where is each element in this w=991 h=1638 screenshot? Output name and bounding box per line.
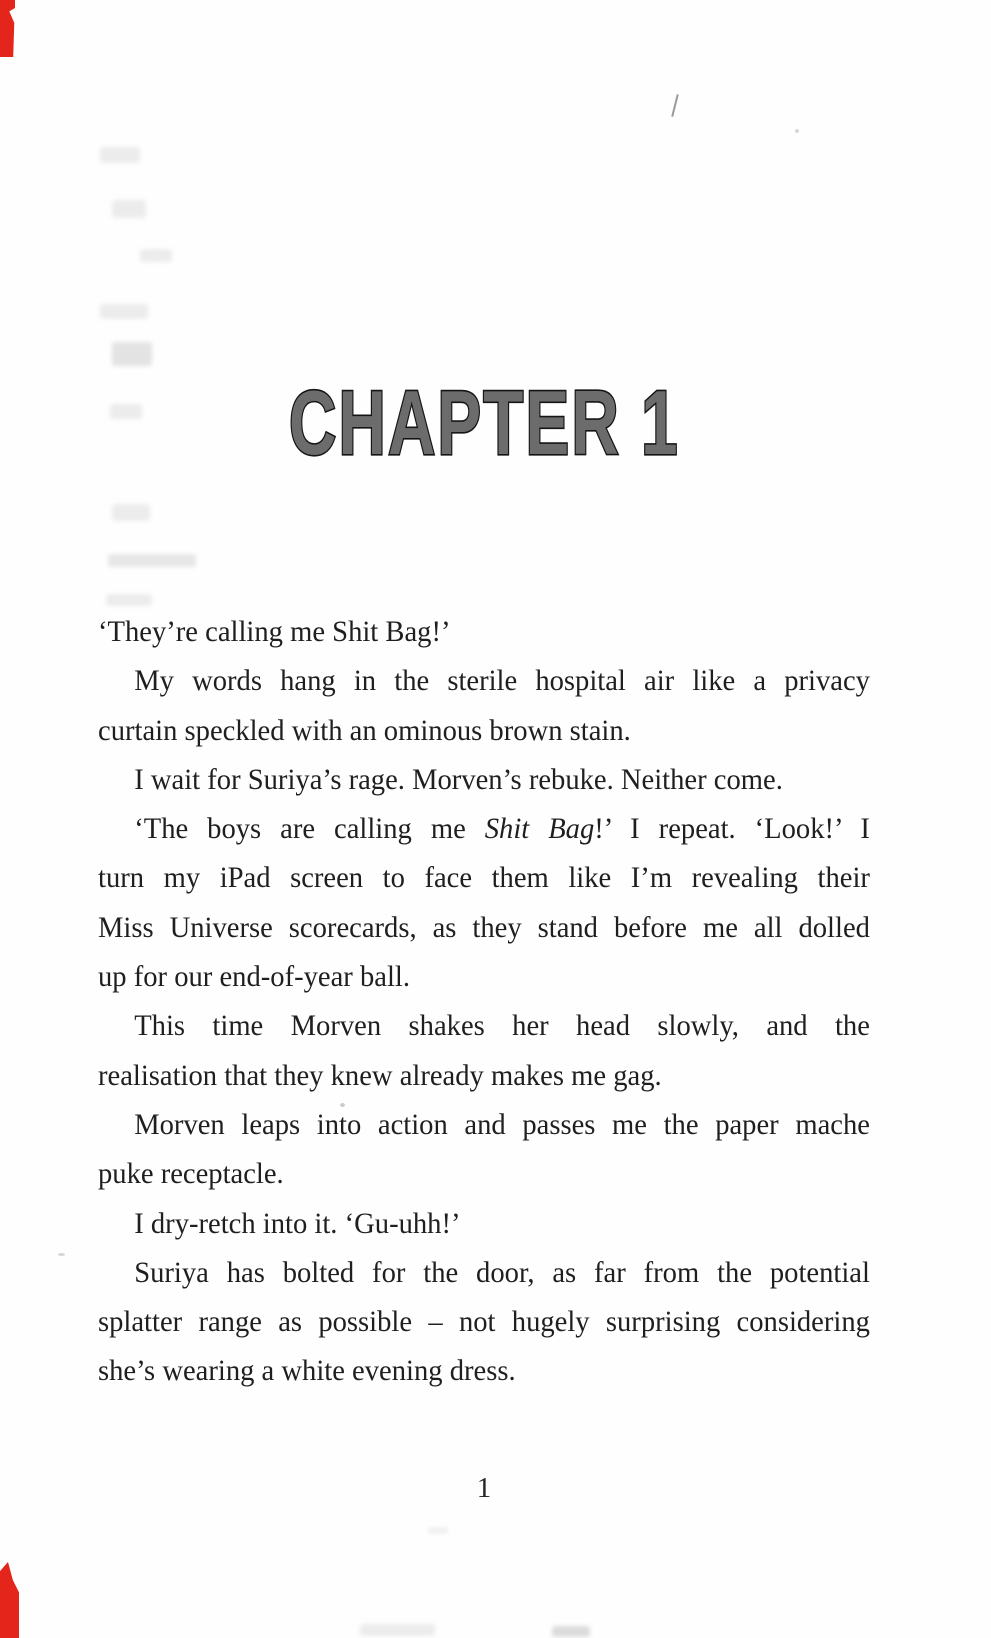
bleed-through-smudge — [108, 554, 196, 567]
text-segment: Miss Universe scorecards, as they stand before me all dolled — [98, 910, 870, 944]
text-segment: I wait for Suriya’s rage. Morven’s rebuke. Neither come. — [134, 762, 783, 796]
text-line — [98, 1346, 870, 1395]
bleed-through-smudge — [112, 342, 152, 366]
text-segment: !’ I repeat. ‘Look!’ I — [594, 812, 870, 846]
text-line — [98, 656, 870, 705]
text-segment: she’s wearing a white evening dress. — [98, 1354, 516, 1388]
bleed-through-smudge — [552, 1626, 590, 1637]
text-segment: This time Morven shakes her head slowly, and the — [134, 1009, 870, 1043]
text-segment: ‘The boys are calling me — [134, 812, 485, 846]
scan-scratch-mark — [671, 94, 679, 117]
text-segment: turn my iPad screen to face them like I’m revealing their — [98, 861, 870, 895]
scan-speck — [58, 1253, 65, 1256]
text-line — [98, 903, 870, 952]
text-segment: curtain speckled with an ominous brown stain. — [98, 713, 631, 747]
text-line — [98, 1149, 870, 1198]
italic-text-segment: Shit Bag — [484, 812, 595, 846]
chapter-title: CHAPTER 1 — [288, 373, 680, 474]
text-segment: ‘They’re calling me Shit Bag!’ — [98, 615, 451, 648]
text-line — [98, 1248, 870, 1297]
scan-edge-red-mark-top — [0, 0, 15, 57]
bleed-through-smudge — [100, 147, 140, 163]
page-number: 1 — [476, 1472, 492, 1504]
text-line — [98, 952, 870, 1001]
text-segment: I dry-retch into it. ‘Gu-uhh!’ — [134, 1206, 461, 1240]
scan-speck — [795, 129, 799, 133]
text-line — [98, 804, 870, 853]
bleed-through-smudge — [360, 1624, 435, 1636]
bleed-through-smudge — [112, 504, 150, 521]
text-line — [98, 1001, 870, 1050]
page-footer — [98, 1472, 870, 1505]
bleed-through-smudge — [100, 304, 148, 319]
bleed-through-smudge — [428, 1528, 448, 1533]
scan-edge-red-mark-bottom — [0, 1562, 19, 1638]
chapter-heading — [98, 373, 870, 474]
text-line — [98, 1051, 870, 1100]
text-line — [98, 1100, 870, 1149]
text-segment: realisation that they knew already makes me gag. — [98, 1058, 662, 1092]
text-line — [98, 1297, 870, 1346]
text-line — [98, 1199, 870, 1248]
text-segment: up for our end-of-year ball. — [98, 960, 410, 994]
text-segment: splatter range as possible – not hugely surprising considering — [98, 1305, 870, 1339]
body-text — [98, 607, 870, 1396]
bleed-through-smudge — [106, 594, 152, 606]
text-segment: My words hang in the sterile hospital air like a privacy — [134, 664, 870, 698]
text-line — [98, 706, 870, 755]
text-segment: Suriya has bolted for the door, as far from the potential — [134, 1255, 870, 1289]
text-line — [98, 755, 870, 804]
bleed-through-smudge — [112, 200, 146, 218]
text-line — [98, 853, 870, 902]
text-line — [98, 607, 870, 656]
text-segment: puke receptacle. — [98, 1157, 284, 1191]
text-segment: Morven leaps into action and passes me the paper mache — [134, 1107, 870, 1141]
bleed-through-smudge — [140, 249, 172, 262]
